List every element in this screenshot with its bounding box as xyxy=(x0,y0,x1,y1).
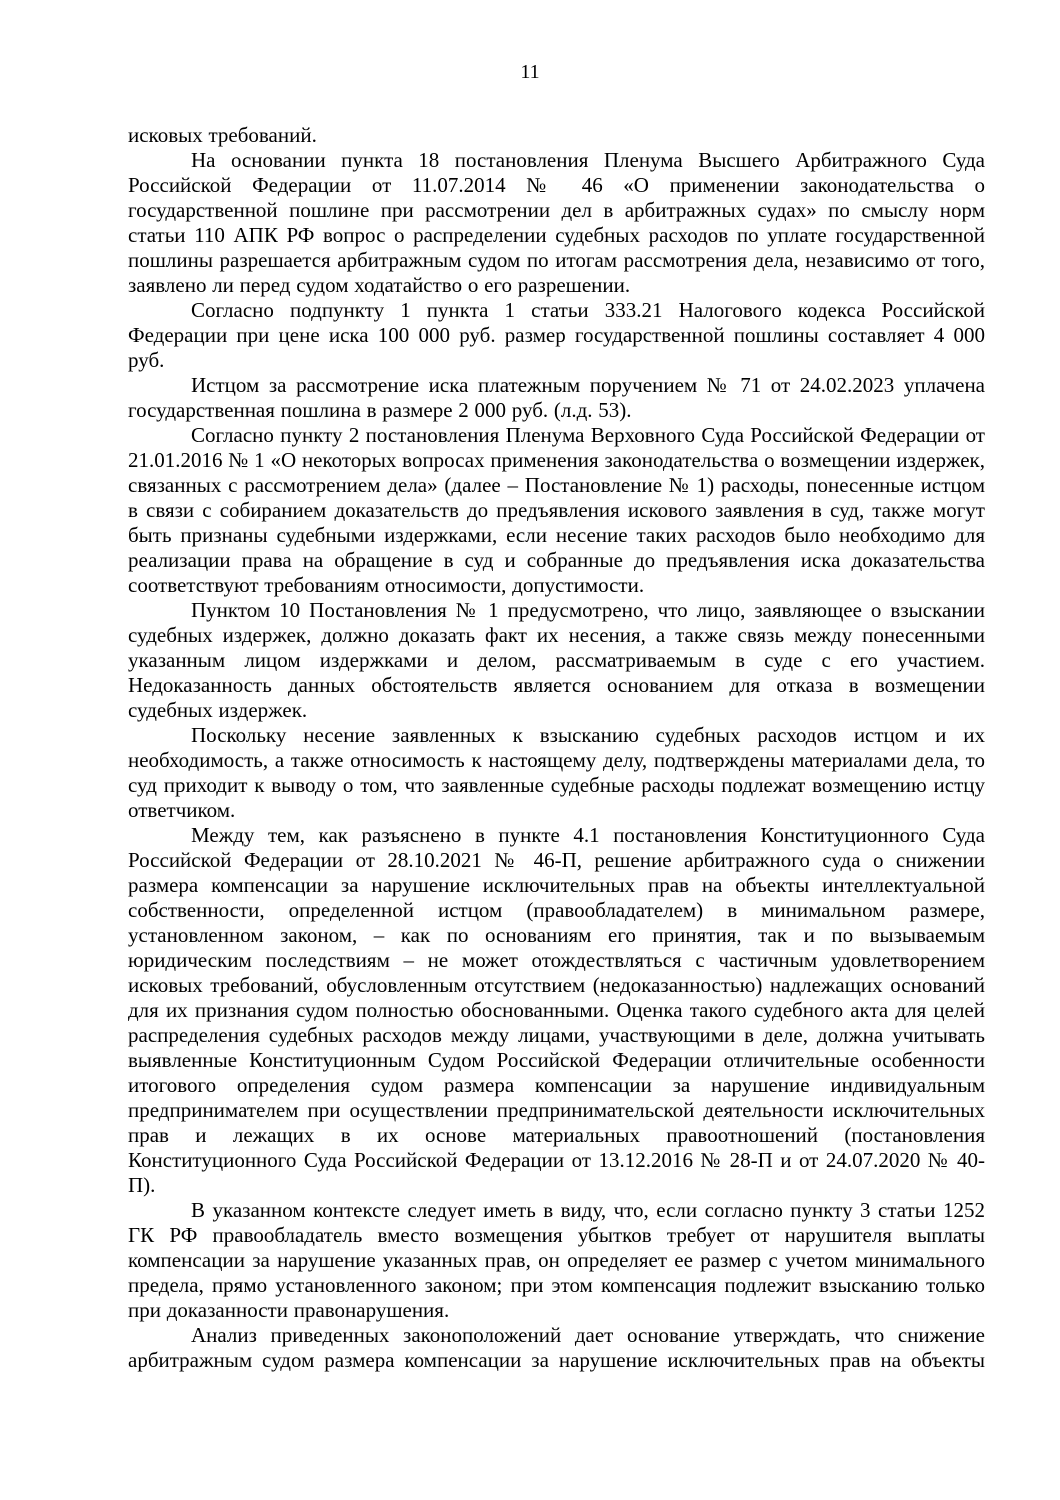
paragraph-analysis: Анализ приведенных законоположений дает основание утверждать, что снижение арбитражным судом размера компенсации за нарушение исключительных прав на объекты xyxy=(128,1323,985,1372)
paragraph-court-conclusion: Поскольку несение заявленных к взысканию судебных расходов истцом и их необходимость, а также относимость к настоящему делу, подтверждены материалами дела, то суд приходит к выводу о том, что заявленные судебные расходы подлежат возмещению истцу ответчиком. xyxy=(128,723,985,822)
document-body xyxy=(128,123,985,1373)
paragraph-point-10: Пунктом 10 Постановления № 1 предусмотрено, что лицо, заявляющее о взыскании судебных издержек, должно доказать факт их несения, а также связь между понесенными указанным лицом издержками и делом, рассматриваемым в суде с его участием. Недоказанность данных обстоятельств является основанием для отказа в возмещении судебных издержек. xyxy=(128,598,985,722)
paragraph-gk-rf-1252: В указанном контексте следует иметь в виду, что, если согласно пункту 3 статьи 1252 ГК РФ правообладатель вместо возмещения убытков требует от нарушителя выплаты компенсации за нарушение указанных прав, он определяет ее размер с учетом минимального предела, прямо установленного законом; при этом компенсация подлежит взысканию только при доказанности правонарушения. xyxy=(128,1198,985,1322)
paragraph-continuation: исковых требований. xyxy=(128,123,317,147)
paragraph-tax-code-333-21: Согласно подпункту 1 пункта 1 статьи 333.21 Налогового кодекса Российской Федерации при цене иска 100 000 руб. размер государственной пошлины составляет 4 000 руб. xyxy=(128,298,985,372)
paragraph-constitutional-court-46p: Между тем, как разъяснено в пункте 4.1 постановления Конституционного Суда Российской Федерации от 28.10.2021 № 46-П, решение арбитражного суда о снижении размера компенсации за нарушение исключительных прав на объекты интеллектуальной собственности, определенной истцом (правообладателем) в минимальном размере, установленном законом, – как по основаниям его принятия, так и по вызываемым юридическим последствиям – не может отождествляться с частичным удовлетворением исковых требований, обусловленным отсутствием (недоказанностью) надлежащих оснований для их признания судом полностью обоснованными. Оценка такого судебного акта для целей распределения судебных расходов между лицами, участвующими в деле, должна учитывать выявленные Конституционным Судом Российской Федерации отличительные особенности итогового определения судом размера компенсации за нарушение индивидуальным предпринимателем при осуществлении предпринимательской деятельности исключительных прав и лежащих в их основе материальных правоотношений (постановления Конституционного Суда Российской Федерации от 13.12.2016 № 28-П и от 24.07.2020 № 40-П). xyxy=(128,823,985,1197)
page-number: 11 xyxy=(520,61,540,83)
paragraph-plenum-vas-18: На основании пункта 18 постановления Пленума Высшего Арбитражного Суда Российской Федерации от 11.07.2014 № 46 «О применении законодательства о государственной пошлине при рассмотрении дел в арбитражных судах» по смыслу норм статьи 110 АПК РФ вопрос о распределении судебных расходов по уплате государственной пошлины разрешается арбитражным судом по итогам рассмотрения дела, независимо от того, заявлено ли перед судом ходатайство о его разрешении. xyxy=(128,148,985,297)
paragraph-plenum-vs-1: Согласно пункту 2 постановления Пленума Верховного Суда Российской Федерации от 21.01.2016 № 1 «О некоторых вопросах применения законодательства о возмещении издержек, связанных с рассмотрением дела» (далее – Постановление № 1) расходы, понесенные истцом в связи с собиранием доказательств до предъявления искового заявления в суд, также могут быть признаны судебными издержками, если несение таких расходов было необходимо для реализации права на обращение в суд и собранные до предъявления иска доказательства соответствуют требованиям относимости, допустимости. xyxy=(128,423,985,597)
paragraph-payment-order-71: Истцом за рассмотрение иска платежным поручением № 71 от 24.02.2023 уплачена государственная пошлина в размере 2 000 руб. (л.д. 53). xyxy=(128,373,985,422)
